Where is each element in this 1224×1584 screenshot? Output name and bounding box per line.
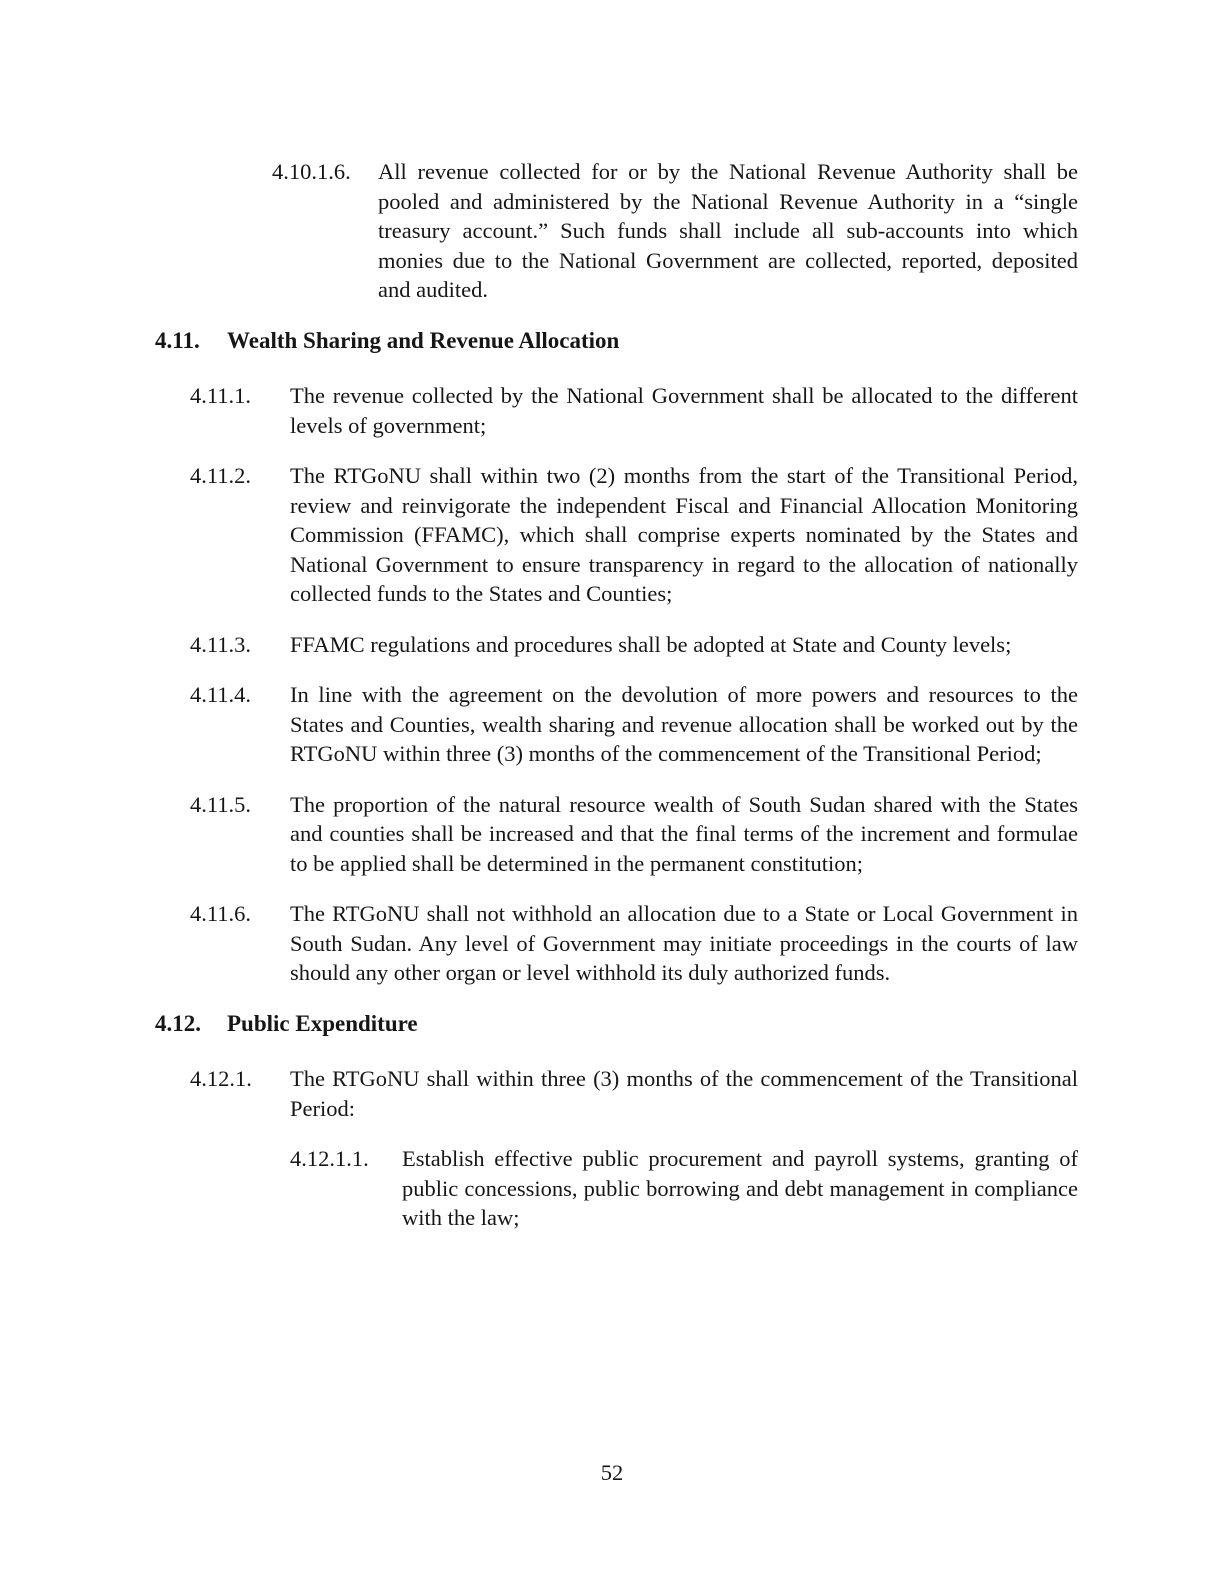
clause-text: The RTGoNU shall not withhold an allocation due to a State or Local Government in South Sudan. Any level of Government may initiate proceedings in the courts of law should any other organ or level withhold its duly authorized funds. [290, 901, 1078, 985]
clause-number: 4.11.4. [190, 682, 252, 707]
section-heading-4-12 [0, 1009, 1224, 1039]
section-heading-4-11 [0, 326, 1224, 356]
clause-4-11-3 [0, 630, 1224, 660]
clause-number: 4.11.5. [190, 791, 252, 817]
clause-4-12-1-1 [0, 1144, 1224, 1233]
clause-number: 4.11.3. [190, 631, 252, 657]
clause-text: Establish effective public procurement and payroll systems, granting of public concessions, public borrowing and debt management in compliance with the law; [402, 1146, 1078, 1230]
clause-4-11-5 [0, 790, 1224, 879]
clause-text: The RTGoNU shall within three (3) months of the commencement of the Transitional Period: [290, 1066, 1078, 1121]
clause-text: The revenue collected by the National Government shall be allocated to the different levels of government; [290, 383, 1078, 438]
section-title: Public Expenditure [227, 1010, 418, 1036]
clause-number: 4.10.1.6. [272, 159, 351, 184]
clause-text: In line with the agreement on the devolution of more powers and resources to the States and Counties, wealth sharing and revenue allocation shall be worked out by the RTGoNU within three (3) months of the commencement of the Transitional Period; [290, 682, 1078, 766]
section-title: Wealth Sharing and Revenue Allocation [227, 327, 620, 353]
clause-text: FFAMC regulations and procedures shall be adopted at State and County levels; [290, 631, 1012, 657]
clause-4-11-1 [0, 381, 1224, 440]
clause-4-12-1 [0, 1064, 1224, 1123]
clause-number: 4.11.2. [190, 463, 252, 488]
page-number: 52 [600, 1460, 624, 1485]
clause-number: 4.12.1.1. [290, 1146, 369, 1171]
clause-4-10-1-6 [0, 157, 1224, 305]
clause-4-11-2 [0, 461, 1224, 609]
clause-number: 4.11.1. [190, 383, 252, 408]
clause-4-11-6 [0, 899, 1224, 988]
clause-text: All revenue collected for or by the National Revenue Authority shall be pooled and administered by the National Revenue Authority in a “single treasury account.” Such funds shall include all sub-accounts into which monies due to the National Government are collected, reported, deposited and audited. [378, 159, 1078, 302]
clause-4-11-4 [0, 680, 1224, 769]
clause-number: 4.11.6. [190, 901, 252, 926]
clause-number: 4.12.1. [190, 1066, 252, 1091]
section-number: 4.12. [155, 1010, 201, 1036]
clause-text: The proportion of the natural resource wealth of South Sudan shared with the States and counties shall be increased and that the final terms of the increment and formulae to be applied shall be determined in the permanent constitution; [290, 791, 1078, 876]
section-number: 4.11. [155, 327, 200, 353]
clause-text: The RTGoNU shall within two (2) months from the start of the Transitional Period, review and reinvigorate the independent Fiscal and Financial Allocation Monitoring Commission (FFAMC), which shall comprise experts nominated by the States and National Government to ensure transparency in regard to the allocation of nationally collected funds to the States and Counties; [290, 463, 1078, 606]
document-body [0, 157, 1224, 1254]
